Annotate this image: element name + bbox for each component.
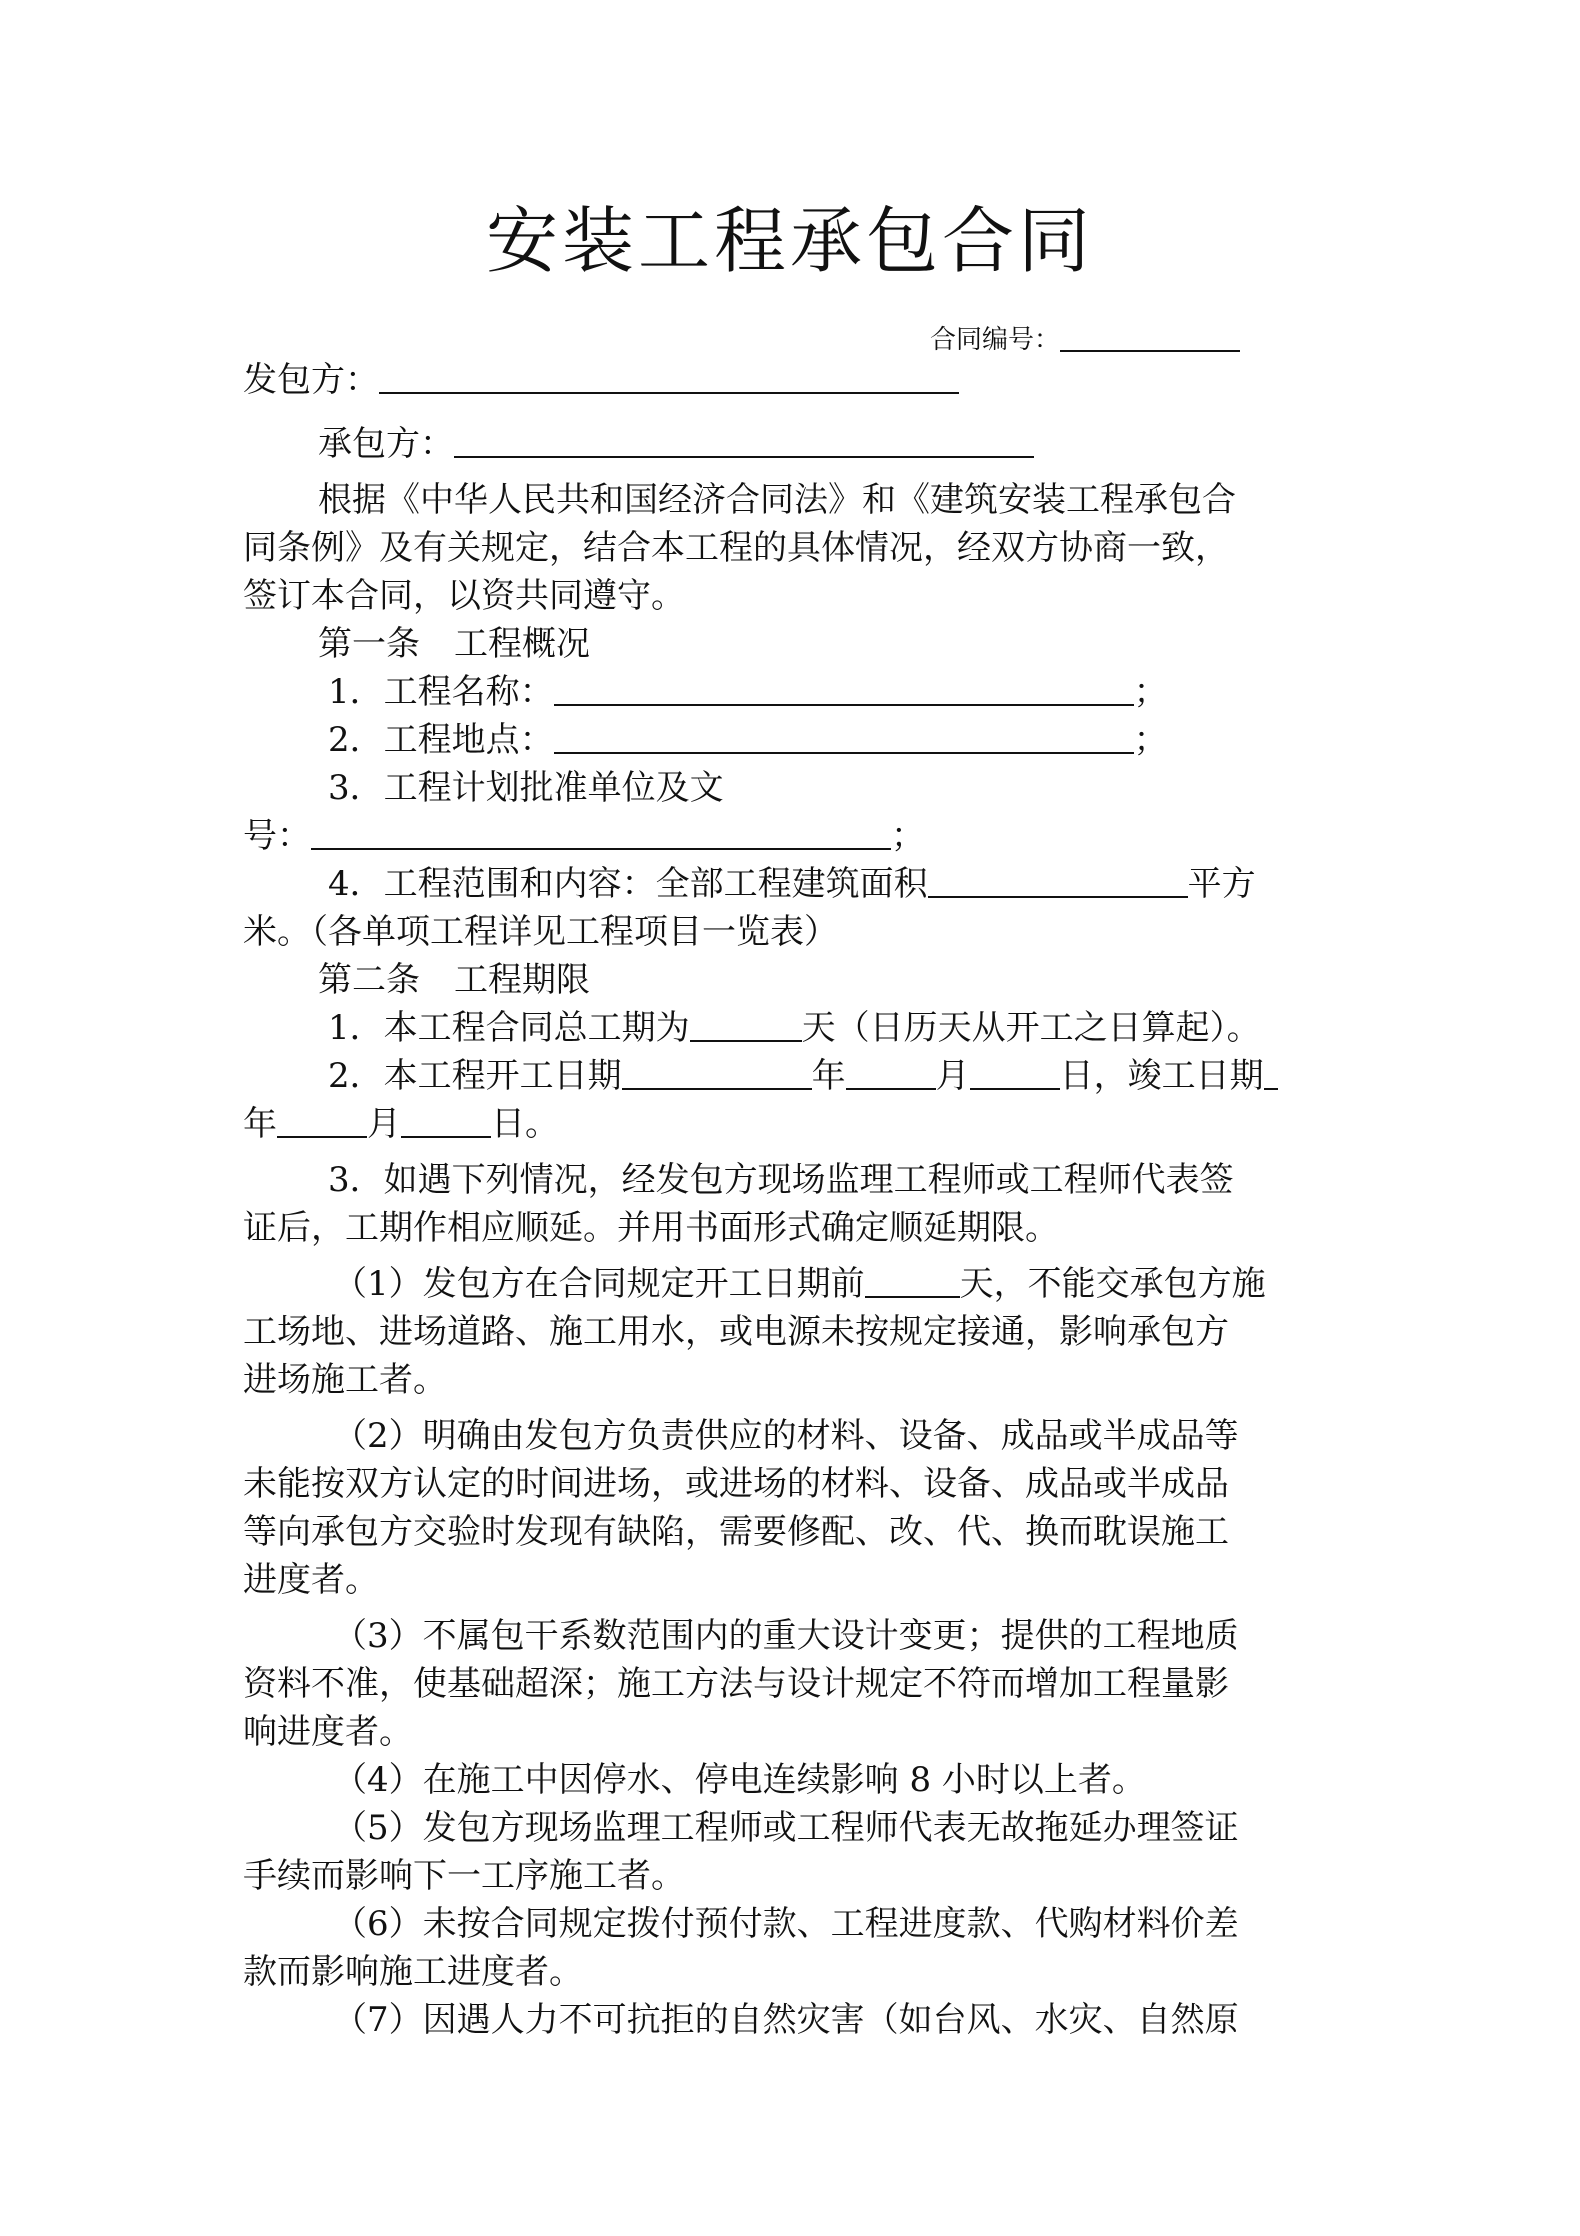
party-b-line (243, 420, 1343, 468)
text-line: 款而影响施工进度者。 (243, 1952, 583, 1992)
end-month-blank[interactable] (277, 1100, 367, 1138)
start-date-line (243, 1052, 1343, 1100)
area-label: 4．工程范围和内容：全部工程建筑面积 (328, 864, 928, 904)
text-line: 资料不准，使基础超深；施工方法与设计规定不符而增加工程量影 (243, 1664, 1229, 1704)
contract-body (243, 356, 1343, 2044)
text-line: 3．如遇下列情况，经发包方现场监理工程师或工程师代表签 (328, 1160, 1234, 1200)
total-duration-line (243, 1004, 1343, 1052)
project-location-label: 2．工程地点： (328, 720, 554, 760)
project-location-line (243, 716, 1343, 764)
area-blank[interactable] (928, 860, 1188, 898)
total-duration-blank[interactable] (690, 1004, 802, 1042)
text-segment: （1）发包方在合同规定开工日期前 (333, 1264, 865, 1304)
text-line: 进场施工者。 (243, 1360, 447, 1400)
total-duration-label: 1．本工程合同总工期为 (328, 1008, 690, 1048)
text-segment: 天（日历天从开工之日算起）。 (801, 1008, 1261, 1048)
text-segment: 年 (811, 1056, 846, 1096)
text-line: （3）不属包干系数范围内的重大设计变更；提供的工程地质 (333, 1616, 1239, 1656)
article-heading: 第二条 工程期限 (318, 960, 590, 1000)
end-day-blank[interactable] (401, 1100, 491, 1138)
text-line: （6）未按合同规定拨付预付款、工程进度款、代购材料价差 (333, 1904, 1239, 1944)
contract-number-label: 合同编号： (930, 325, 1061, 355)
text-segment: 日，竣工日期 (1059, 1056, 1264, 1096)
start-date-label: 2．本工程开工日期 (328, 1056, 622, 1096)
text-line: 3．工程计划批准单位及文 (328, 768, 724, 808)
project-location-blank[interactable] (554, 716, 1134, 754)
approval-doc-blank[interactable] (311, 812, 891, 850)
text-line: （2）明确由发包方负责供应的材料、设备、成品或半成品等 (333, 1416, 1239, 1456)
project-name-blank[interactable] (554, 668, 1134, 706)
text-line: 进度者。 (243, 1560, 379, 1600)
text-line: 同条例》及有关规定，结合本工程的具体情况，经双方协商一致， (243, 528, 1229, 568)
start-year-blank[interactable] (622, 1052, 812, 1090)
text-line: 根据《中华人民共和国经济合同法》和《建筑安装工程承包合 (318, 480, 1236, 520)
text-line: （4）在施工中因停水、停电连续影响 8 小时以上者。 (333, 1760, 1146, 1800)
text-segment: 年 (243, 1104, 277, 1144)
text-line: 等向承包方交验时发现有缺陷，需要修配、改、代、换而耽误施工 (243, 1512, 1229, 1552)
text-line: （7）因遇人力不可抗拒的自然灾害（如台风、水灾、自然原 (333, 2000, 1239, 2040)
start-day-blank[interactable] (970, 1052, 1060, 1090)
text-segment: 日。 (491, 1104, 559, 1144)
text-line: 未能按双方认定的时间进场，或进场的材料、设备、成品或半成品 (243, 1464, 1229, 1504)
start-month-blank[interactable] (846, 1052, 936, 1090)
area-line (243, 860, 1343, 908)
contract-number-blank[interactable] (1060, 320, 1240, 352)
punctuation: ； (1133, 672, 1168, 712)
approval-doc-line (243, 812, 1343, 860)
party-b-blank[interactable] (454, 420, 1034, 458)
text-segment: 月 (935, 1056, 970, 1096)
text-line: 证后，工期作相应顺延。并用书面形式确定顺延期限。 (243, 1208, 1059, 1248)
area-unit: 平方 (1187, 864, 1256, 904)
text-line: 工场地、进场道路、施工用水，或电源未按规定接通，影响承包方 (243, 1312, 1229, 1352)
party-a-label: 发包方： (243, 360, 379, 400)
text-segment: 天，不能交承包方施 (959, 1264, 1266, 1304)
days-before-blank[interactable] (865, 1260, 960, 1298)
party-b-label: 承包方： (318, 424, 454, 464)
project-name-line (243, 668, 1343, 716)
contract-number (930, 320, 1240, 360)
text-line: 签订本合同，以资共同遵守。 (243, 576, 685, 616)
project-name-label: 1．工程名称： (328, 672, 554, 712)
party-a-line (243, 356, 1343, 404)
end-date-line (243, 1100, 1343, 1148)
end-year-blank[interactable] (1264, 1052, 1278, 1090)
punctuation: ； (891, 816, 925, 856)
article-heading: 第一条 工程概况 (318, 624, 590, 664)
text-line: 米。（各单项工程详见工程项目一览表） (243, 912, 838, 952)
punctuation: ； (1133, 720, 1168, 760)
text-segment: 月 (367, 1104, 401, 1144)
clause-line (243, 1260, 1343, 1308)
text-line: 响进度者。 (243, 1712, 413, 1752)
approval-doc-label: 号： (243, 816, 311, 856)
text-line: 手续而影响下一工序施工者。 (243, 1856, 685, 1896)
document-title: 安装工程承包合同 (485, 199, 1094, 283)
party-a-blank[interactable] (379, 356, 959, 394)
text-line: （5）发包方现场监理工程师或工程师代表无故拖延办理签证 (333, 1808, 1239, 1848)
